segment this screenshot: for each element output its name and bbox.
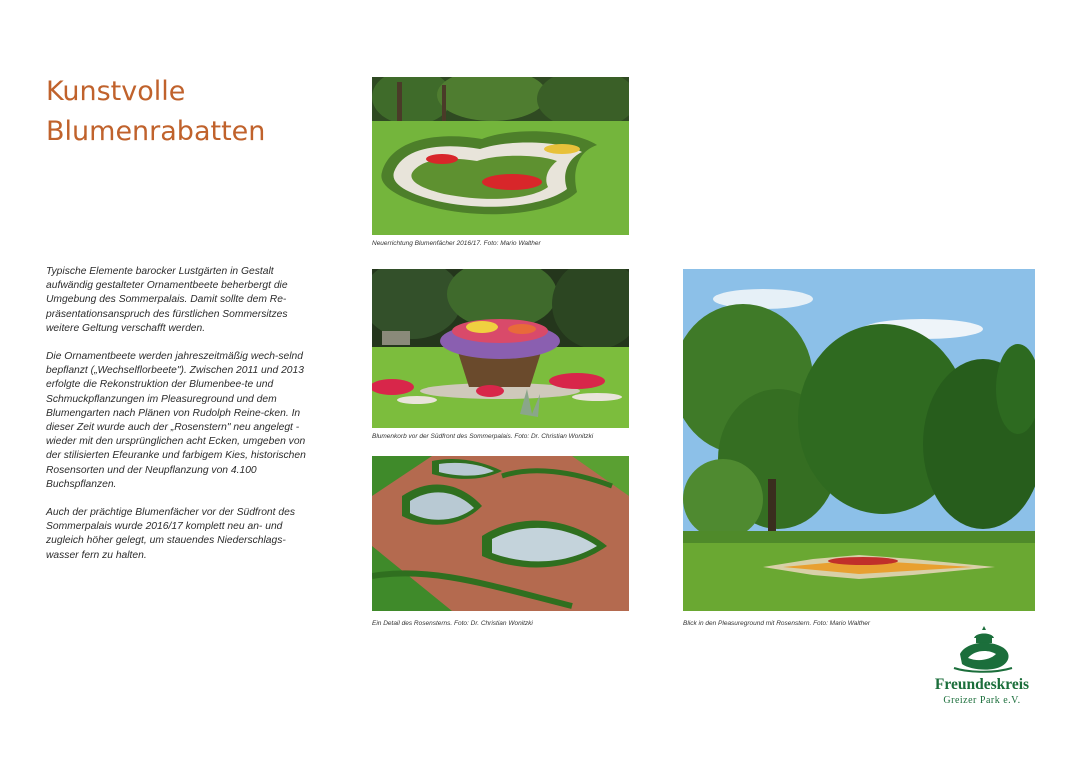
- paragraph-1: Typische Elemente barocker Lustgärten in Gestalt aufwändig gestalteter Ornamentbeete beherbergt die Umgebung des Sommerpalais. Damit sollte dem Re-präsentationsanspruch des fürstlichen Sommersitzes weitere Geltung verschafft werden.: [46, 266, 288, 334]
- photo-flower-fan: [372, 77, 629, 235]
- paragraph-2: Die Ornamentbeete werden jahreszeitmäßig wech-selnd bepflanzt („Wechselflorbeete"). Zwischen 2011 und 2013 erfolgte die Rekonstruktion der Blumenbee-te und Schmuckpflanzungen im Pleasureground und dem Blumengarten nach Plänen von Rudolph Reine-cken. In dieser Zeit wurde auch der „Rosenstern" neu angelegt - wieder mit den ursprünglichen acht Ecken, umgeben von der stilisierten Efeuranke und farbigem Kies, historischen Rosensorten und der Neupflanzung von 4.100 Buchspflanzen.: [46, 351, 306, 490]
- photo-pleasureground: [683, 269, 1035, 611]
- page-title-line-2: Blumenrabatten: [46, 116, 266, 147]
- caption-pleasureground: Blick in den Pleasureground mit Rosenstern. Foto: Mario Walther: [683, 620, 871, 627]
- caption-flower-fan: Neuerrichtung Blumenfächer 2016/17. Foto: Mario Walther: [372, 240, 541, 247]
- page-title-line-1: Kunstvolle: [46, 76, 186, 107]
- logo: [922, 622, 1042, 712]
- logo-subtitle: Greizer Park e.V.: [943, 695, 1021, 706]
- logo-park-emblem-icon: [952, 624, 1016, 674]
- logo-name: Freundeskreis: [934, 676, 1030, 693]
- photo-flower-basket: [372, 269, 629, 428]
- page-title: [46, 72, 346, 152]
- paragraph-3: Auch der prächtige Blumenfächer vor der Südfront des Sommerpalais wurde 2016/17 komplett neu an- und zugleich höher gelegt, um stauendes Niederschlags-wasser fern zu halten.: [46, 507, 295, 561]
- body-text: [46, 265, 311, 577]
- caption-flower-basket: Blumenkorb vor der Südfront des Sommerpalais. Foto: Dr. Christian Wonitzki: [372, 433, 594, 440]
- photo-star-detail: [372, 456, 629, 611]
- caption-star-detail: Ein Detail des Rosensterns. Foto: Dr. Christian Wonitzki: [372, 620, 533, 627]
